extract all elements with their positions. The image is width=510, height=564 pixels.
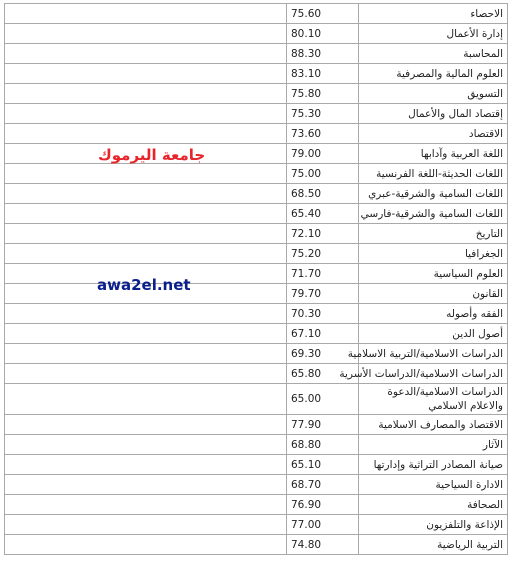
university-watermark: جامعة اليرموك <box>98 146 206 164</box>
score-cell: 65.10 <box>287 455 359 475</box>
empty-cell <box>5 4 287 24</box>
empty-cell <box>5 415 287 435</box>
site-watermark: awa2el.net <box>97 276 191 294</box>
score-cell: 65.80 <box>287 364 359 384</box>
empty-cell <box>5 344 287 364</box>
empty-cell <box>5 44 287 64</box>
score-cell: 69.30 <box>287 344 359 364</box>
empty-cell <box>5 304 287 324</box>
table-row <box>5 435 508 455</box>
empty-cell <box>5 455 287 475</box>
empty-cell <box>5 364 287 384</box>
major-name-cell: المحاسبة <box>359 44 508 64</box>
table-row <box>5 144 508 164</box>
score-cell: 71.70 <box>287 264 359 284</box>
table-row <box>5 384 508 415</box>
major-name-cell: القانون <box>359 284 508 304</box>
table-row <box>5 4 508 24</box>
major-name-cell: صيانة المصادر التراثية وإدارتها <box>359 455 508 475</box>
table-row <box>5 184 508 204</box>
major-name-cell: الاقتصاد <box>359 124 508 144</box>
major-name-cell: التسويق <box>359 84 508 104</box>
major-name-cell: اللغة العربية وآدابها <box>359 144 508 164</box>
table-row <box>5 535 508 555</box>
major-name-cell: إقتصاد المال والأعمال <box>359 104 508 124</box>
table-row <box>5 244 508 264</box>
major-name-cell: الدراسات الاسلامية/التربية الاسلامية <box>359 344 508 364</box>
major-name-cell: العلوم المالية والمصرفية <box>359 64 508 84</box>
score-cell: 67.10 <box>287 324 359 344</box>
major-name-cell: الدراسات الاسلامية/الدراسات الأسرية <box>359 364 508 384</box>
score-cell: 75.30 <box>287 104 359 124</box>
major-name-cell: التاريخ <box>359 224 508 244</box>
grades-table <box>4 3 508 555</box>
major-name-cell: الصحافة <box>359 495 508 515</box>
major-name-cell: الجغرافيا <box>359 244 508 264</box>
score-cell: 77.00 <box>287 515 359 535</box>
empty-cell <box>5 224 287 244</box>
score-cell: 65.40 <box>287 204 359 224</box>
major-name-cell: الدراسات الاسلامية/الدعوة والاعلام الاسلامي <box>359 384 508 415</box>
score-cell: 75.80 <box>287 84 359 104</box>
empty-cell <box>5 184 287 204</box>
score-cell: 79.70 <box>287 284 359 304</box>
empty-cell <box>5 384 287 415</box>
table-row <box>5 515 508 535</box>
empty-cell <box>5 24 287 44</box>
score-cell: 75.00 <box>287 164 359 184</box>
table-row <box>5 455 508 475</box>
major-name-cell: الادارة السياحية <box>359 475 508 495</box>
empty-cell <box>5 495 287 515</box>
score-cell: 88.30 <box>287 44 359 64</box>
empty-cell <box>5 204 287 224</box>
table-row <box>5 204 508 224</box>
table-row <box>5 104 508 124</box>
major-name-cell: الاقتصاد والمصارف الاسلامية <box>359 415 508 435</box>
empty-cell <box>5 164 287 184</box>
score-cell: 76.90 <box>287 495 359 515</box>
table-row <box>5 264 508 284</box>
grades-table-wrapper <box>4 3 508 555</box>
table-row <box>5 64 508 84</box>
major-name-cell: الفقه وأصوله <box>359 304 508 324</box>
empty-cell <box>5 435 287 455</box>
empty-cell <box>5 535 287 555</box>
major-name-cell: الإذاعة والتلفزيون <box>359 515 508 535</box>
table-row <box>5 284 508 304</box>
table-row <box>5 415 508 435</box>
table-row <box>5 44 508 64</box>
major-name-cell: الآثار <box>359 435 508 455</box>
score-cell: 75.60 <box>287 4 359 24</box>
table-row <box>5 344 508 364</box>
score-cell: 74.80 <box>287 535 359 555</box>
score-cell: 75.20 <box>287 244 359 264</box>
score-cell: 77.90 <box>287 415 359 435</box>
score-cell: 72.10 <box>287 224 359 244</box>
major-name-cell: الاحصاء <box>359 4 508 24</box>
empty-cell <box>5 104 287 124</box>
empty-cell <box>5 124 287 144</box>
score-cell: 68.50 <box>287 184 359 204</box>
empty-cell <box>5 244 287 264</box>
table-row <box>5 304 508 324</box>
major-name-cell: التربية الرياضية <box>359 535 508 555</box>
empty-cell <box>5 84 287 104</box>
table-row <box>5 364 508 384</box>
score-cell: 79.00 <box>287 144 359 164</box>
score-cell: 80.10 <box>287 24 359 44</box>
table-row <box>5 124 508 144</box>
table-row <box>5 164 508 184</box>
score-cell: 70.30 <box>287 304 359 324</box>
score-cell: 65.00 <box>287 384 359 415</box>
table-row <box>5 224 508 244</box>
empty-cell <box>5 64 287 84</box>
table-row <box>5 84 508 104</box>
empty-cell <box>5 515 287 535</box>
major-name-cell: العلوم السياسية <box>359 264 508 284</box>
major-name-cell: اللغات الحديثة-اللغة الفرنسية <box>359 164 508 184</box>
table-row <box>5 475 508 495</box>
major-name-cell: إدارة الأعمال <box>359 24 508 44</box>
major-name-cell: اللغات السامية والشرقية-فارسي <box>359 204 508 224</box>
major-name-cell: أصول الدين <box>359 324 508 344</box>
score-cell: 68.70 <box>287 475 359 495</box>
empty-cell <box>5 324 287 344</box>
grades-table-body <box>5 4 508 555</box>
score-cell: 73.60 <box>287 124 359 144</box>
table-row <box>5 24 508 44</box>
major-name-cell: اللغات السامية والشرقية-عبري <box>359 184 508 204</box>
score-cell: 68.80 <box>287 435 359 455</box>
table-row <box>5 324 508 344</box>
score-cell: 83.10 <box>287 64 359 84</box>
table-row <box>5 495 508 515</box>
empty-cell <box>5 475 287 495</box>
